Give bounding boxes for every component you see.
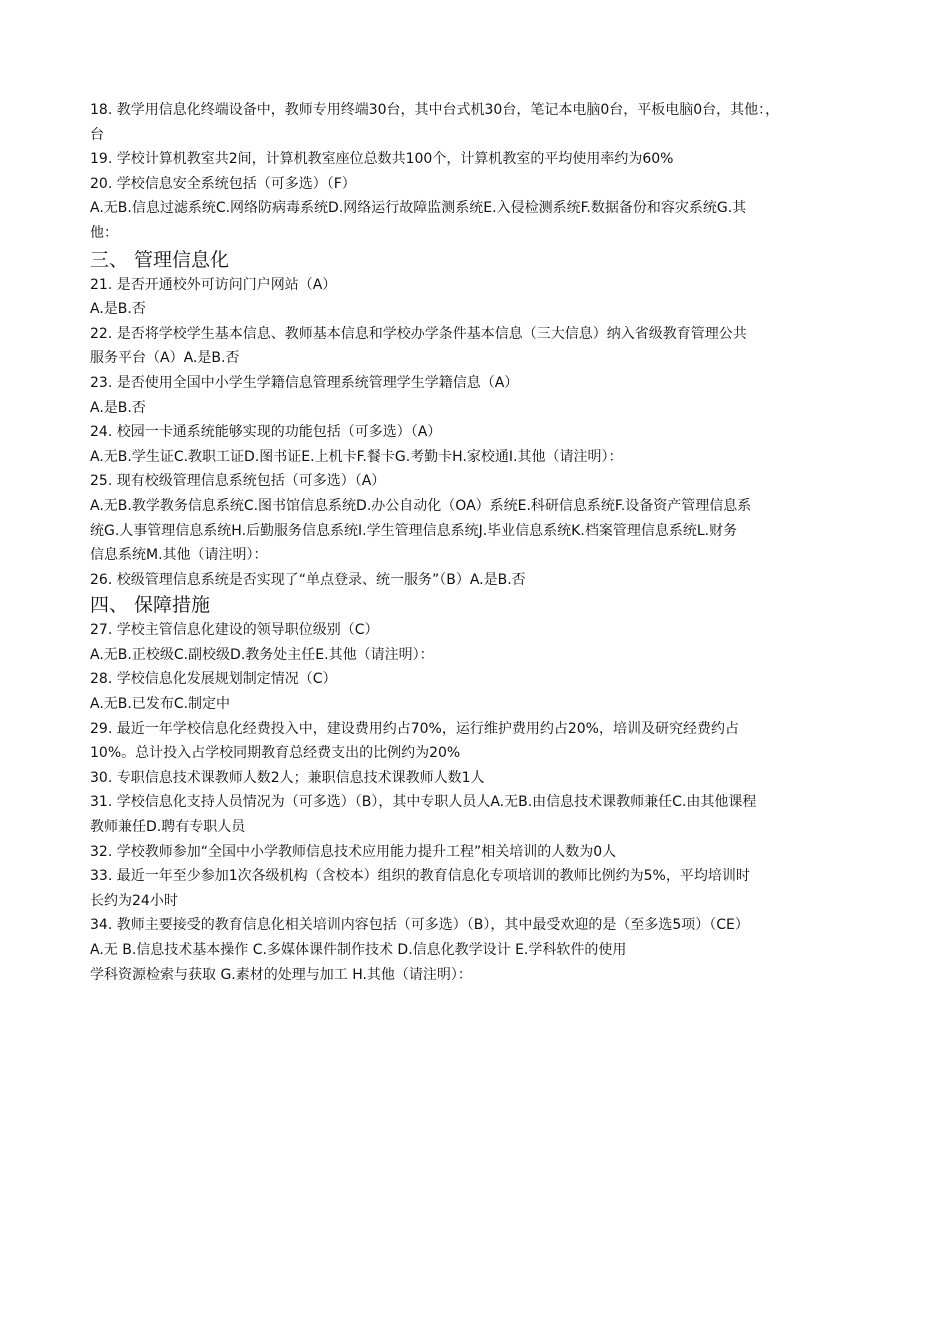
text-line: 教师兼任D.聘有专职人员	[90, 819, 246, 836]
text-line: 19. 学校计算机教室共2间，计算机教室座位总数共100个，计算机教室的平均使用率约为60%	[90, 151, 674, 168]
text-line: A.无 B.信息技术基本操作 C.多媒体课件制作技术 D.信息化教学设计 E.学科软件的使用	[90, 942, 627, 958]
text-line: 18. 教学用信息化终端设备中，教师专用终端30台，其中台式机30台，笔记本电脑0台，平板电脑0台，其他：，	[90, 102, 780, 118]
text-line: A.是B.否	[90, 301, 146, 318]
text-line: 信息系统M.其他（请注明）：	[90, 547, 268, 564]
text-line: 服务平台（A）A.是B.否	[90, 350, 240, 367]
document-page	[90, 98, 865, 987]
text-line: 长约为24小时	[90, 892, 178, 909]
text-line: A.无B.正校级C.副校级D.教务处主任E.其他（请注明）：	[90, 646, 434, 663]
text-line: 20. 学校信息安全系统包括（可多选）（F）	[90, 175, 356, 192]
text-line: 21. 是否开通校外可访问门户网站（A）	[90, 276, 337, 293]
text-line: 27. 学校主管信息化建设的领导职位级别（C）	[90, 622, 379, 639]
text-line: 台	[90, 126, 104, 143]
text-line: 28. 学校信息化发展规划制定情况（C）	[90, 671, 337, 688]
text-line: 26. 校级管理信息系统是否实现了“单点登录、统一服务”（B）A.是B.否	[90, 571, 526, 588]
text-line: 31. 学校信息化支持人员情况为（可多选）（B），其中专职人员人A.无B.由信息技术课教师兼任C.由其他课程	[90, 794, 757, 811]
text-line: 他：	[90, 224, 118, 241]
section-heading: 三、 管理信息化	[90, 248, 230, 271]
text-line: 10%。总计投入占学校同期教育总经费支出的比例约为20%	[90, 745, 461, 762]
text-line: A.无B.信息过滤系统C.网络防病毒系统D.网络运行故障监测系统E.入侵检测系统F.数据备份和容灾系统G.其	[90, 200, 747, 217]
text-line: 22. 是否将学校学生基本信息、教师基本信息和学校办学条件基本信息（三大信息）纳入省级教育管理公共	[90, 325, 747, 342]
text-line: 23. 是否使用全国中小学生学籍信息管理系统管理学生学籍信息（A）	[90, 374, 519, 391]
text-line: 32. 学校教师参加“全国中小学教师信息技术应用能力提升工程”相关培训的人数为0人	[90, 843, 617, 860]
text-line: A.是B.否	[90, 399, 146, 416]
section-heading: 四、 保障措施	[90, 594, 211, 617]
text-line: A.无B.学生证C.教职工证D.图书证E.上机卡F.餐卡G.考勤卡H.家校通I.其他（请注明）：	[90, 448, 623, 465]
text-line: 24. 校园一卡通系统能够实现的功能包括（可多选）（A）	[90, 424, 442, 441]
text-line: 33. 最近一年至少参加1次各级机构（含校本）组织的教育信息化专项培训的教师比例约为5%，平均培训时	[90, 868, 750, 885]
text-line: 统G.人事管理信息系统H.后勤服务信息系统I.学生管理信息系统J.毕业信息系统K.档案管理信息系统L.财务	[90, 522, 738, 539]
text-line: A.无B.教学教务信息系统C.图书馆信息系统D.办公自动化（OA）系统E.科研信息系统F.设备资产管理信息系	[90, 497, 752, 514]
text-line: 25. 现有校级管理信息系统包括（可多选）（A）	[90, 473, 386, 490]
text-line: 29. 最近一年学校信息化经费投入中，建设费用约占70%，运行维护费用约占20%，培训及研究经费约占	[90, 720, 739, 737]
text-line: 30. 专职信息技术课教师人数2人；兼职信息技术课教师人数1人	[90, 769, 485, 786]
text-line: 学科资源检索与获取 G.素材的处理与加工 H.其他（请注明）：	[90, 966, 472, 983]
text-line: 34. 教师主要接受的教育信息化相关培训内容包括（可多选）（B），其中最受欢迎的是（至多选5项）（CE）	[90, 917, 749, 934]
text-line: A.无B.已发布C.制定中	[90, 696, 231, 713]
